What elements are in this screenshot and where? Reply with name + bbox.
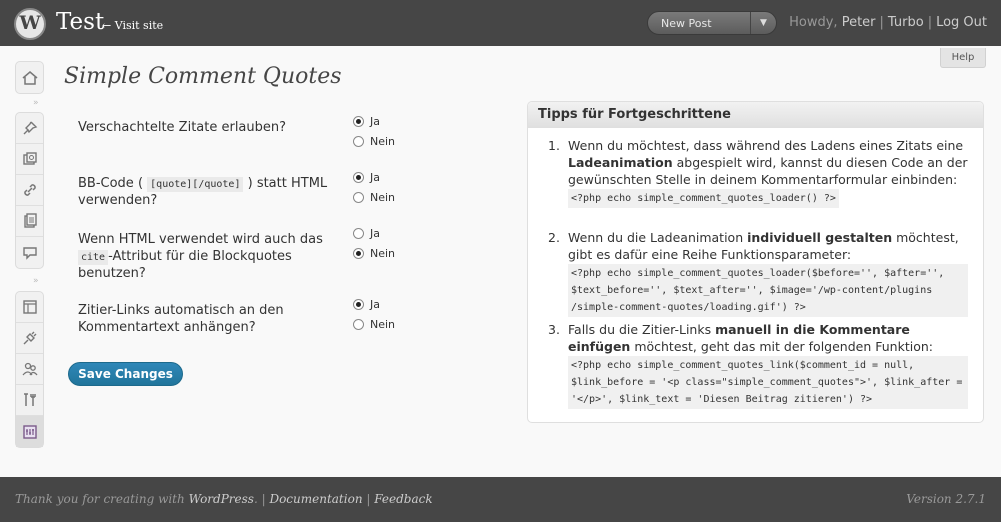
footer-credits: Thank you for creating with WordPress. | Documentation | Feedback	[15, 492, 433, 506]
radio-button[interactable]	[353, 319, 364, 330]
code-snippet: [quote][/quote]	[147, 177, 243, 192]
radio-button[interactable]	[353, 228, 364, 239]
site-title[interactable]: Test	[56, 9, 105, 35]
menu-pages[interactable]	[16, 206, 43, 237]
user-info: Howdy, Peter | Turbo | Log Out	[789, 15, 987, 30]
menu-appearance[interactable]	[16, 292, 43, 323]
tip-item: 3. Falls du die Zitier-Links manuell in die Kommentare einfügen möchtest, geht das mit der folgenden Funktion: <?php echo simple_comment_quotes_link($comment_id = null, $link_before = '<p class="simple_comment_quotes">', $link_after = '</p>', $link_text = 'Diesen Beitrag zitieren') ?>	[548, 321, 968, 409]
save-changes-button[interactable]: Save Changes	[68, 362, 183, 386]
comments-icon	[21, 244, 39, 262]
menu-group-dashboard	[15, 61, 44, 94]
radio-button[interactable]	[353, 172, 364, 183]
option-cite-label: Wenn HTML verwendet wird auch das cite -Attribut für die Blockquotes benutzen?	[78, 232, 323, 281]
appearance-icon	[21, 298, 39, 316]
option-nested-quotes-no[interactable]: Nein	[353, 135, 395, 148]
media-icon	[21, 150, 39, 168]
turbo-link[interactable]: Turbo	[887, 15, 924, 30]
menu-separator-arrow[interactable]: »	[33, 276, 39, 286]
menu-media[interactable]	[16, 144, 43, 175]
menu-group-settings	[15, 291, 44, 448]
favorite-actions-dropdown[interactable]	[647, 11, 777, 35]
menu-tools[interactable]	[16, 385, 43, 416]
code-snippet: <?php echo simple_comment_quotes_loader() ?>	[568, 189, 839, 208]
option-auto-links-yes[interactable]: Ja	[353, 298, 380, 311]
option-auto-links-label: Zitier-Links automatisch an den Kommentartext anhängen?	[78, 303, 284, 335]
user-profile-link[interactable]: Peter	[841, 15, 876, 30]
logout-link[interactable]: Log Out	[936, 15, 987, 30]
plug-icon	[21, 329, 39, 347]
documentation-link[interactable]: Documentation	[269, 492, 363, 506]
tools-icon	[21, 391, 39, 409]
feedback-link[interactable]: Feedback	[374, 492, 433, 506]
new-post-link[interactable]: New Post	[661, 17, 712, 30]
menu-settings[interactable]	[16, 416, 43, 447]
link-icon	[21, 181, 39, 199]
radio-button[interactable]	[353, 116, 364, 127]
tip-item: 1. Wenn du möchtest, dass während des Ladens eines Zitats eine Ladeanimation abgespielt wird, kannst du diesen Code an der gewünschten Stelle in deinem Kommentarformular einbinden: <?php echo simple_comment_quotes_loader() ?>	[548, 137, 968, 208]
radio-button[interactable]	[353, 299, 364, 310]
option-nested-quotes-label: Verschachtelte Zitate erlauben?	[78, 120, 287, 135]
option-bbcode-no[interactable]: Nein	[353, 191, 395, 204]
radio-button[interactable]	[353, 248, 364, 259]
code-snippet: <?php echo simple_comment_quotes_loader($before='', $after='', $text_before='', $text_after='', $image='/wp-content/plugins /simple-comment-quotes/loading.gif') ?>	[568, 264, 968, 317]
option-nested-quotes-yes[interactable]: Ja	[353, 115, 380, 128]
tip-item: 2. Wenn du die Ladeanimation individuell gestalten möchtest, gibt es dafür eine Reihe Funktionsparameter: <?php echo simple_comment_quotes_loader($before='', $after='', $text_before='', $text_after='', $image='/wp-content/plugins /simple-comment-quotes/loading.gif') ?>	[548, 229, 968, 317]
admin-header	[0, 0, 1001, 46]
admin-footer	[0, 477, 1001, 522]
menu-links[interactable]	[16, 175, 43, 206]
chevron-down-icon[interactable]: ▼	[750, 12, 776, 34]
menu-comments[interactable]	[16, 237, 43, 268]
pin-icon	[21, 119, 39, 137]
wordpress-logo-icon[interactable]: W	[14, 8, 46, 40]
help-tab[interactable]: Help	[940, 48, 986, 68]
visit-site-link[interactable]: ← Visit site	[102, 19, 164, 32]
option-cite-yes[interactable]: Ja	[353, 227, 380, 240]
code-snippet: <?php echo simple_comment_quotes_link($comment_id = null, $link_before = '<p class="simple_comment_quotes">', $link_after = '</p>', $link_text = 'Diesen Beitrag zitieren') ?>	[568, 356, 968, 409]
advanced-tips-title: Tipps für Fortgeschrittene	[528, 102, 983, 128]
users-icon	[21, 360, 39, 378]
radio-button[interactable]	[353, 192, 364, 203]
wordpress-link[interactable]: WordPress	[188, 492, 254, 506]
menu-separator-arrow[interactable]: »	[33, 98, 39, 108]
code-snippet: cite	[78, 250, 108, 265]
menu-plugins[interactable]	[16, 323, 43, 354]
option-auto-links-no[interactable]: Nein	[353, 318, 395, 331]
page-title: Simple Comment Quotes	[64, 64, 342, 89]
option-bbcode-yes[interactable]: Ja	[353, 171, 380, 184]
menu-dashboard[interactable]	[16, 62, 43, 93]
settings-icon	[21, 423, 39, 441]
version-text: Version 2.7.1	[906, 492, 986, 506]
option-bbcode-label: BB-Code ( [quote][/quote] ) statt HTML verwenden?	[78, 176, 328, 208]
menu-posts[interactable]	[16, 113, 43, 144]
menu-users[interactable]	[16, 354, 43, 385]
howdy-text: Howdy,	[789, 15, 838, 30]
dashboard-icon	[21, 69, 39, 87]
pages-icon	[21, 212, 39, 230]
menu-group-content	[15, 112, 44, 269]
option-cite-no[interactable]: Nein	[353, 247, 395, 260]
radio-button[interactable]	[353, 136, 364, 147]
advanced-tips-box	[527, 101, 984, 423]
